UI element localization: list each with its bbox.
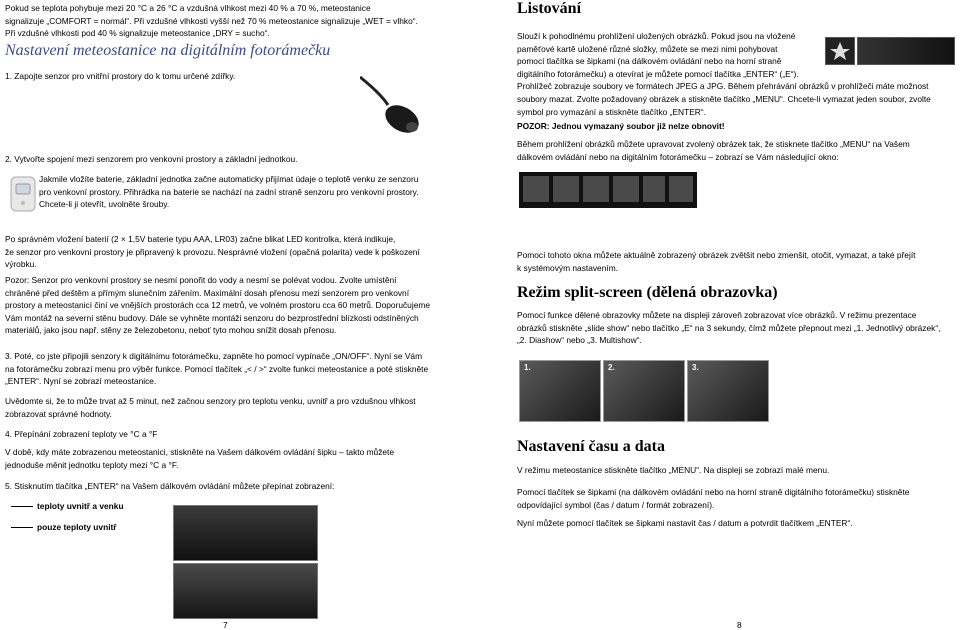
folder-thumbnails-icon <box>857 37 955 65</box>
heading-listovani: Listování <box>517 0 582 17</box>
menu-toolbar-image <box>519 172 697 208</box>
right-page <box>517 0 955 630</box>
zoom-paragraph: Pomocí tohoto okna můžete aktuálně zobrazený obrázek zvětšit nebo zmenšit, otočit, vymazat, a také přejít k systémovým nastavením. <box>517 250 916 273</box>
weather-screen-full <box>173 505 318 561</box>
intro-text: Pokud se teplota pohybuje mezi 20 °C a 26 °C a vzdušná vlhkost mezi 40 % a 70 %, meteostanice signalizuje „COMFORT = normál“. Při vzdušné vlhkosti vyšší než 70 % meteostanice signalizuje „WET = vlhko“. Při vzdušné vlhkosti pod 40 % signalizuje meteostanice „DRY = sucho“. <box>5 3 418 39</box>
weather-screen-indoor <box>173 563 318 619</box>
warning-paragraph <box>5 274 430 337</box>
left-page <box>5 0 450 630</box>
warning-label: Pozor: <box>5 275 30 285</box>
split-multishow-image <box>687 360 769 422</box>
listovani-text: Slouží k pohodlnému prohlížení uložených obrázků. Pokud jsou na vložené paměťové kartě uložené různé složky, můžete se mezi nimi pohybovat pomocí tlačítka se šipkami (na dálkovém ovládání nebo na horní straně digitálního fotorámečku) a otevírat je můžete pomocí tlačítka „ENTER“ („E“). Prohlížeč zobrazuje soubory ve formátech JPEG a JPG. Během přehrávání obrázků v prohlížeči máte možnost soubory mazat. Zvolte požadovaný obrázek a stiskněte tlačítko „MENU“. Chcete-li vymazat jeden soubor, zvolte symbol pro vymazání a stiskněte tlačítko „ENTER“. <box>517 31 931 117</box>
indoor-sensor-image <box>360 75 440 140</box>
heading-split-screen: Režim split-screen (dělená obrazovka) <box>517 284 778 301</box>
split-diashow-image <box>603 360 685 422</box>
split-label-2: 2. <box>608 363 615 372</box>
cas-text-1: V režimu meteostanice stiskněte tlačítko „MENU“. Na displeji se zobrazí malé menu. <box>517 465 830 475</box>
page-number-right: 8 <box>737 620 742 630</box>
cas-text-2: Pomocí tlačítek se šipkami (na dálkovém ovládání nebo na horní straně digitálního fotorámečku) stiskněte odpovídající symbol (čas / datum / formát zobrazení). <box>517 487 910 510</box>
split-single-image <box>519 360 601 422</box>
pozor-text: POZOR: Jednou vymazaný soubor již nelze obnovit! <box>517 121 725 131</box>
option-2-dash <box>11 527 33 528</box>
step-2: 2. Vytvořte spojení mezi senzorem pro venkovní prostory a základní jednotkou. <box>5 154 298 164</box>
section-title: Nastavení meteostanice na digitálním fotorámečku <box>5 42 331 59</box>
split-label-3: 3. <box>692 363 699 372</box>
outdoor-sensor-image <box>9 176 37 212</box>
step-1: 1. Zapojte senzor pro vnitřní prostory do k tomu určené zdířky. <box>5 71 236 81</box>
option-1-dash <box>11 506 33 507</box>
heading-cas-datum: Nastavení času a data <box>517 438 666 455</box>
cas-text-3: Nyní můžete pomocí tlačítek se šipkami nastavit čas / datum a potvrdit tlačítkem „ENTER“. <box>517 518 853 528</box>
page-number-left: 7 <box>223 620 228 630</box>
battery-paragraph: Po správném vložení baterií (2 × 1,5V baterie typu AAA, LR03) začne blikat LED kontrolka, která indikuje, že senzor pro venkovní prostory je připravený k provozu. Nesprávné vložení (opačná polarita) vede k poškození výrobku. <box>5 234 420 270</box>
wait-paragraph: Uvědomte si, že to může trvat až 5 minut, než začnou senzory pro teplotu venku, uvnitř a pro vzdušnou vlhkost zobrazovat správné hodnoty. <box>5 396 416 419</box>
step-3: 3. Poté, co jste připojili senzory k digitálnímu fotorámečku, zapněte ho pomocí vypínače „ON/OFF“. Nyní se Vám na fotorámečku zobrazí menu pro výběr funkce. Pomocí tlačítek „< / >“ zvolte funkci meteostanice a poté stiskněte „ENTER“. Nyní se zobrazí meteostanice. <box>5 351 429 387</box>
step-4: 4. Přepínání zobrazení teploty ve °C a °F <box>5 429 158 439</box>
option-2: pouze teploty uvnitř <box>37 522 117 532</box>
warning-text: Senzor pro venkovní prostory se nesmí ponořit do vody a nesmí se polévat vodou. Zvolte umístění chráněné před deštěm a přímým slunečním zářením. Maximální dosah přenosu mezi senzorem pro venkovní prostory a meteostanicí činí ve vnějších prostorách cca 12 metrů, ve volném prostoru cca 60 metrů. Doporučujeme Vám montáž na severní stěnu budovy. Dále se vyhněte montáži senzoru do bezprostřední blízkosti odstíněných materiálů, jako jsou např. stěny ze železobetonu, neboť tyto mohou snížit dosah přenosu. <box>5 275 430 336</box>
star-folder-icon <box>825 37 855 65</box>
step-2-note: Jakmile vložíte baterie, základní jednotka začne automaticky přijímat údaje o teplotě venku ze senzoru pro venkovní prostory. Přihrádka na baterie se nachází na zadní straně senzoru pro venkovní prostory. Chcete-li ji otevřít, uvolněte šrouby. <box>39 174 419 210</box>
split-text: Pomocí funkce dělené obrazovky můžete na displeji zároveň zobrazovat více obrázků. V režimu prezentace obrázků stiskněte „slide show“ nebo tlačítko „E“ na 3 sekundy, čímž můžete přepnout mezi „1. Jednotlivý obrázek“, „2. Diashow“ nebo „3. Multishow“. <box>517 310 941 346</box>
step-5: 5. Stisknutím tlačítka „ENTER“ na Vašem dálkovém ovládání můžete přepínat zobrazení: <box>5 481 335 491</box>
menu-paragraph: Během prohlížení obrázků můžete upravovat zvolený obrázek tak, že stisknete tlačítko „MENU“ na Vašem dálkovém ovládání nebo na digitálním fotorámečku – zobrazí se Vám následující okno: <box>517 139 910 162</box>
option-1: teploty uvnitř a venku <box>37 501 124 511</box>
step-4-text: V době, kdy máte zobrazenou meteostanici, stiskněte na Vašem dálkovém ovládání šipku – takto můžete jednoduše měnit jednotku teploty mezi °C a °F. <box>5 447 395 470</box>
split-label-1: 1. <box>524 363 531 372</box>
